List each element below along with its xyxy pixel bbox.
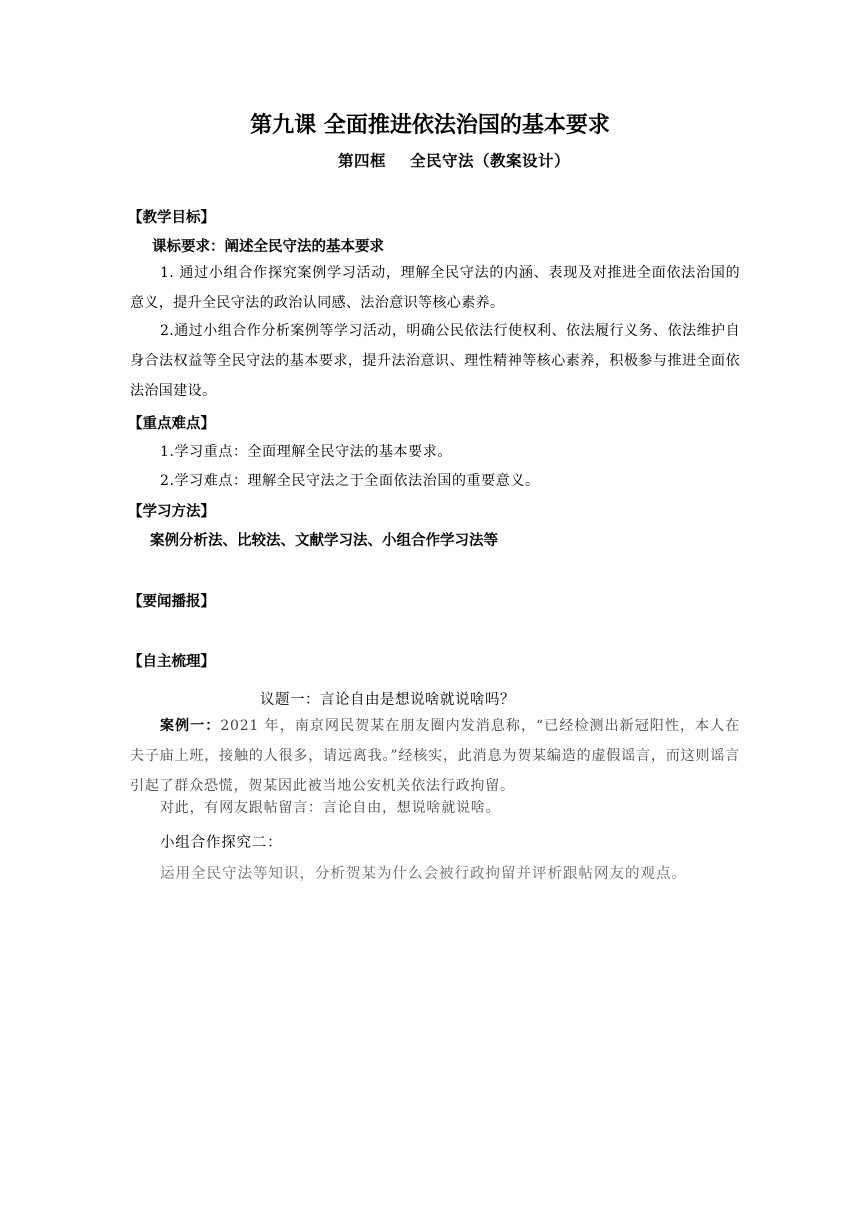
frame-number: 第四框 <box>338 152 387 170</box>
section-heading-objectives: 【教学目标】 <box>128 210 215 226</box>
methods-list: 案例分析法、比较法、文献学习法、小组合作学习法等 <box>150 533 498 549</box>
netizen-comment: 对此，有网友跟帖留言：言论自由，想说啥就说啥。 <box>160 800 501 816</box>
lesson-title: 第九课 全面推进依法治国的基本要求 <box>250 113 610 138</box>
section-heading-methods: 【学习方法】 <box>128 504 215 520</box>
curriculum-requirement: 课标要求：阐述全民守法的基本要求 <box>152 239 384 255</box>
frame-topic: 全民守法（教案设计） <box>410 152 571 170</box>
lesson-subtitle <box>338 149 570 171</box>
group-inquiry-title: 小组合作探究二： <box>160 835 283 851</box>
key-point-2: 2.学习难点：理解全民守法之于全面依法治国的重要意义。 <box>160 473 540 489</box>
section-heading-key-points: 【重点难点】 <box>128 416 215 432</box>
section-heading-self-study: 【自主梳理】 <box>128 654 215 670</box>
objective-1: 1. 通过小组合作探究案例学习活动，理解全民守法的内涵、表现及对推进全面依法治国的意义，提升全民守法的政治认同感、法治意识等核心素养。 <box>130 265 740 311</box>
group-inquiry-task: 运用全民守法等知识，分析贺某为什么会被行政拘留并评析跟帖网友的观点。 <box>160 866 687 882</box>
objective-2: 2.通过小组合作分析案例等学习活动，明确公民依法行使权利、依法履行义务、依法维护自身合法权益等全民守法的基本要求，提升法治意识、理性精神等核心素养，积极参与推进全面依法治国建设。 <box>130 323 740 399</box>
section-heading-news: 【要闻播报】 <box>128 594 215 610</box>
case-one-label: 案例一： <box>160 718 221 734</box>
key-point-1: 1.学习重点：全面理解全民守法的基本要求。 <box>160 444 452 460</box>
case-one <box>130 711 740 801</box>
topic-one-title: 议题一：言论自由是想说啥就说啥吗？ <box>260 692 515 708</box>
case-one-text: 2021 年，南京网民贺某在朋友圈内发消息称，“已经检测出新冠阳性，本人在夫子庙上班，接触的人很多，请远离我。”经核实，此消息为贺某编造的虚假谣言，而这则谣言引起了群众恐慌，贺某因此被当地公安机关依法行政拘留。 <box>130 718 740 794</box>
